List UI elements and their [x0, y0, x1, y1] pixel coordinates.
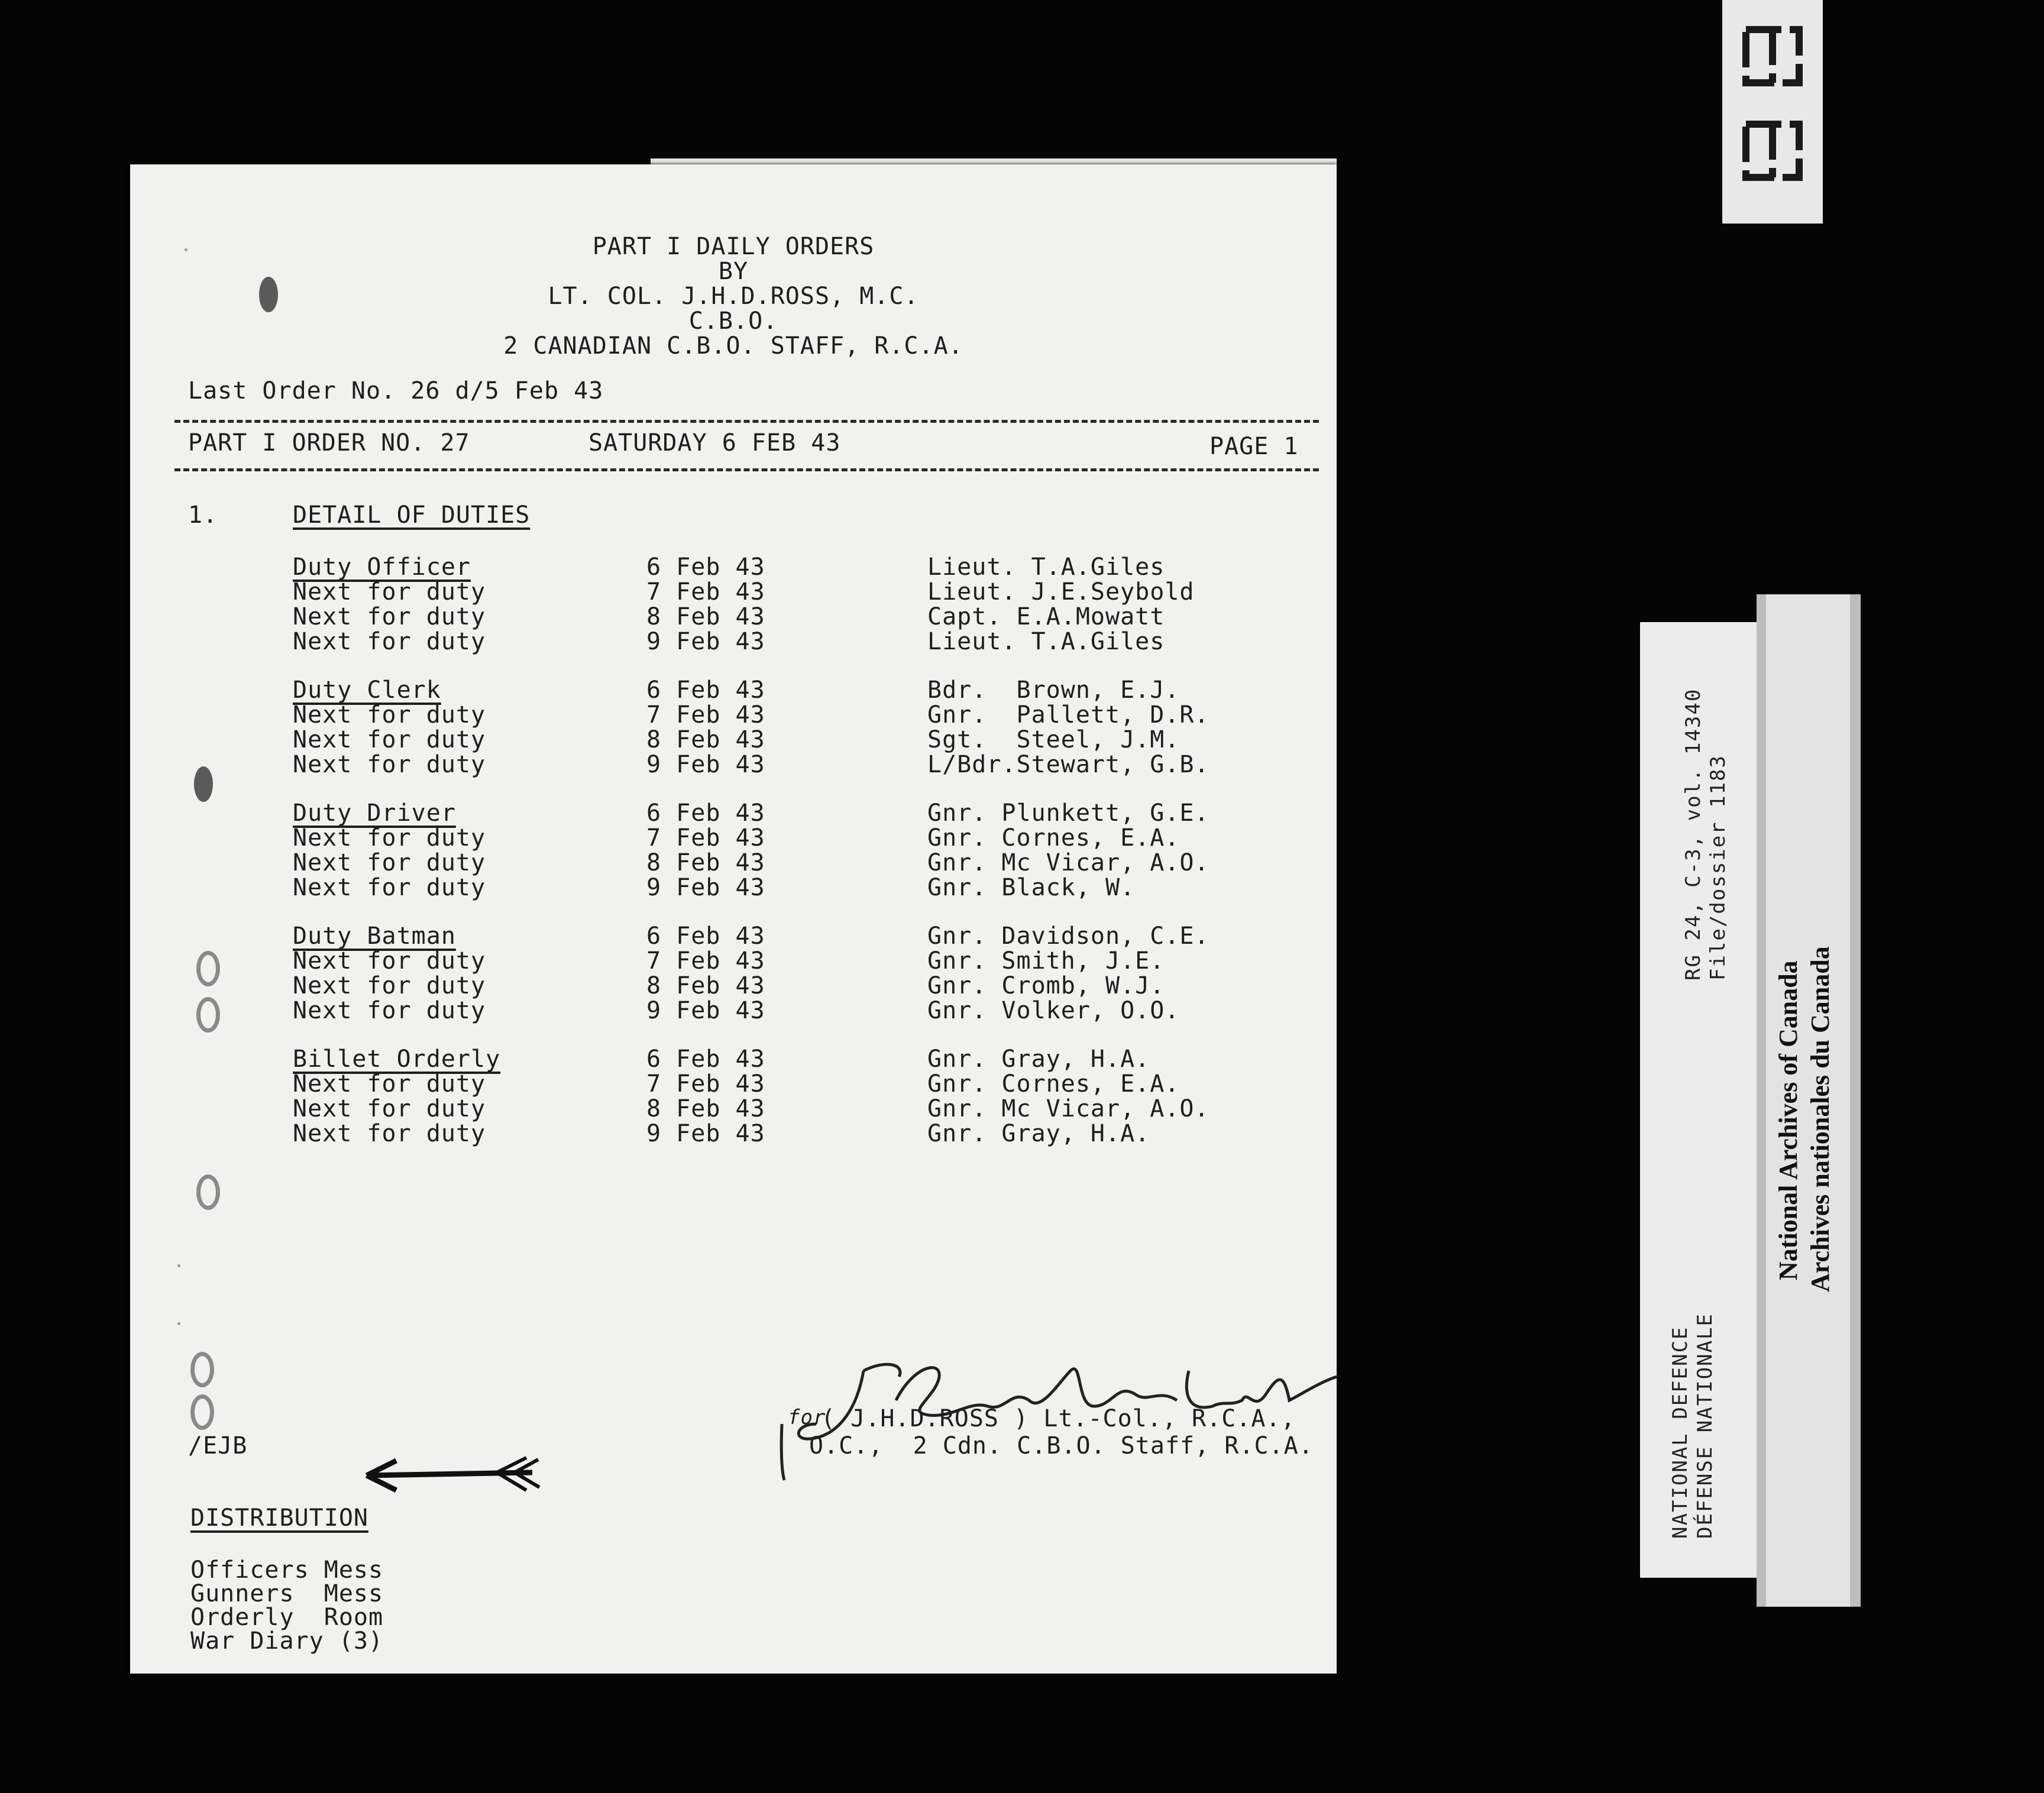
duty-label: Next for duty [293, 628, 486, 655]
duty-name: Gnr. Gray, H.A. [927, 1120, 1150, 1147]
duty-label: Duty Clerk [293, 677, 441, 704]
department-en: NATIONAL DEFENCE [1668, 1326, 1692, 1539]
archives-name-fr: Archives nationales du Canada [1806, 946, 1835, 1292]
duty-name: Lieut. T.A.Giles [927, 628, 1165, 655]
duty-date: 8 Feb 43 [646, 726, 765, 753]
duty-date: 9 Feb 43 [646, 1120, 765, 1147]
signatory-title: O.C., 2 Cdn. C.B.O. Staff, R.C.A. [809, 1432, 1314, 1459]
duty-date: 9 Feb 43 [646, 751, 765, 778]
duty-label: Next for duty [293, 726, 486, 753]
duty-name: Gnr. Plunkett, G.E. [927, 800, 1209, 827]
duty-name: Gnr. Black, W. [927, 874, 1136, 901]
divider [174, 468, 1319, 471]
document-page [130, 164, 1337, 1674]
duty-date: 9 Feb 43 [646, 997, 765, 1024]
paper-speck [177, 1322, 180, 1325]
duty-name: Gnr. Cornes, E.A. [927, 1070, 1180, 1098]
duty-label: Duty Officer [293, 554, 471, 581]
duty-label: Next for duty [293, 578, 486, 606]
duty-date: 6 Feb 43 [646, 800, 765, 827]
punch-hole [190, 1352, 214, 1387]
duty-date: 8 Feb 43 [646, 1095, 765, 1122]
duty-date: 6 Feb 43 [646, 554, 765, 581]
duty-label: Next for duty [293, 947, 486, 975]
duty-date: 6 Feb 43 [646, 677, 765, 704]
arrow-icon [355, 1455, 544, 1496]
duty-label: Next for duty [293, 1120, 486, 1147]
duty-name: Gnr. Davidson, C.E. [927, 923, 1209, 950]
duty-date: 7 Feb 43 [646, 578, 765, 606]
duty-name: Gnr. Pallett, D.R. [927, 701, 1209, 729]
distribution-title: DISTRIBUTION [190, 1504, 368, 1532]
duty-label: Next for duty [293, 603, 486, 630]
duty-name: Gnr. Smith, J.E. [927, 947, 1165, 975]
duty-name: Gnr. Gray, H.A. [927, 1046, 1150, 1073]
duty-name: L/Bdr.Stewart, G.B. [927, 751, 1209, 778]
duty-date: 9 Feb 43 [646, 628, 765, 655]
duty-date: 8 Feb 43 [646, 849, 765, 876]
duty-date: 6 Feb 43 [646, 923, 765, 950]
duty-date: 6 Feb 43 [646, 1046, 765, 1073]
duty-date: 7 Feb 43 [646, 824, 765, 852]
duty-date: 8 Feb 43 [646, 603, 765, 630]
archive-file: File/dossier 1183 [1706, 755, 1730, 980]
divider [174, 420, 1319, 423]
duty-label: Next for duty [293, 972, 486, 999]
section-title: DETAIL OF DUTIES [293, 501, 531, 529]
archive-reference: RG 24, C-3, vol. 14340 [1681, 688, 1705, 980]
duty-name: Gnr. Cornes, E.A. [927, 824, 1180, 852]
duty-label: Next for duty [293, 1095, 486, 1122]
frame-digit-icon [1734, 18, 1811, 95]
signature-for: for [788, 1406, 826, 1429]
duty-date: 8 Feb 43 [646, 972, 765, 999]
punch-hole [190, 1394, 214, 1430]
duty-name: Lieut. T.A.Giles [927, 554, 1165, 581]
frame-number-stamp [1722, 0, 1823, 224]
header-unit: 2 CANADIAN C.B.O. STAFF, R.C.A. [503, 332, 963, 360]
punch-hole [196, 997, 220, 1033]
header-by: BY [718, 258, 749, 285]
department-fr: DÉFENSE NATIONALE [1693, 1313, 1717, 1539]
punch-hole [194, 766, 213, 802]
duty-name: Gnr. Cromb, W.J. [927, 972, 1165, 999]
signatory-name: ( J.H.D.ROSS ) Lt.-Col., R.C.A., [821, 1405, 1296, 1432]
archive-reference-label [1640, 622, 1758, 1578]
paper-speck [177, 1264, 180, 1267]
archives-canada-label [1757, 594, 1861, 1607]
page-number: PAGE 1 [1209, 433, 1299, 460]
distribution-item: Gunners Mess [190, 1580, 384, 1607]
header-appointment: C.B.O. [688, 308, 778, 335]
order-number: PART I ORDER NO. 27 [188, 429, 470, 457]
archives-name-en: National Archives of Canada [1774, 960, 1803, 1280]
duty-label: Next for duty [293, 751, 486, 778]
duty-name: Bdr. Brown, E.J. [927, 677, 1180, 704]
duty-label: Next for duty [293, 849, 486, 876]
duty-name: Capt. E.A.Mowatt [927, 603, 1165, 630]
duty-name: Gnr. Mc Vicar, A.O. [927, 849, 1209, 876]
frame-digit-icon [1734, 112, 1811, 189]
duty-label: Duty Driver [293, 800, 456, 827]
header-title: PART I DAILY ORDERS [592, 233, 875, 260]
section-number: 1. [188, 501, 218, 529]
punch-hole [196, 951, 220, 986]
duty-label: Duty Batman [293, 923, 456, 950]
order-date: SATURDAY 6 FEB 43 [588, 429, 841, 457]
punch-hole [196, 1174, 220, 1210]
duty-name: Gnr. Volker, O.O. [927, 997, 1180, 1024]
duty-date: 7 Feb 43 [646, 701, 765, 729]
duty-label: Next for duty [293, 997, 486, 1024]
duty-name: Gnr. Mc Vicar, A.O. [927, 1095, 1209, 1122]
duty-date: 9 Feb 43 [646, 874, 765, 901]
distribution-item: Officers Mess [190, 1556, 384, 1584]
duty-date: 7 Feb 43 [646, 947, 765, 975]
duty-date: 7 Feb 43 [646, 1070, 765, 1098]
typist-initials: /EJB [188, 1432, 248, 1459]
distribution-item: War Diary (3) [190, 1627, 384, 1655]
last-order: Last Order No. 26 d/5 Feb 43 [188, 377, 604, 404]
duty-label: Next for duty [293, 701, 486, 729]
duty-label: Next for duty [293, 824, 486, 852]
duty-label: Next for duty [293, 874, 486, 901]
duty-label: Next for duty [293, 1070, 486, 1098]
duty-name: Lieut. J.E.Seybold [927, 578, 1195, 606]
header-officer: LT. COL. J.H.D.ROSS, M.C. [548, 283, 919, 310]
duty-label: Billet Orderly [293, 1046, 501, 1073]
duty-name: Sgt. Steel, J.M. [927, 726, 1180, 753]
distribution-item: Orderly Room [190, 1604, 384, 1631]
archives-label-panel [1766, 594, 1850, 1607]
